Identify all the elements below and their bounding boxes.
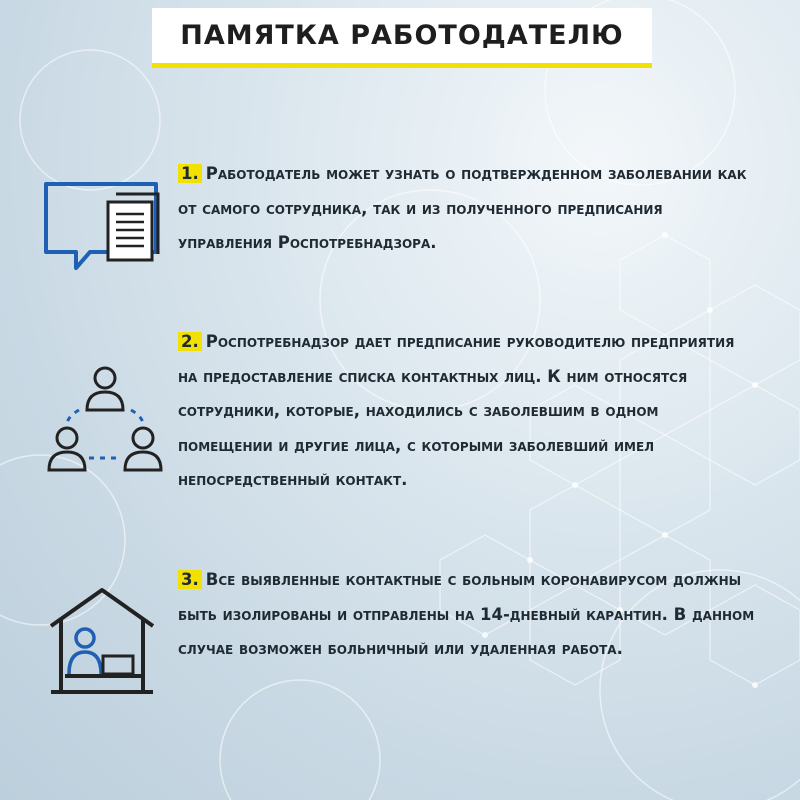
- list-item-2: [178, 325, 758, 498]
- item-text-3: [178, 563, 758, 667]
- message-documents-icon: [38, 180, 168, 280]
- people-network-icon: [45, 362, 165, 472]
- item-text-2: [178, 325, 758, 498]
- item-number-2: 2.: [178, 332, 202, 351]
- item-body-3: Все выявленные контактные с больным коронавирусом должны быть изолированы и отправлены на 14-дневный карантин. В данном случае возможен больничный или удаленная работа.: [178, 570, 755, 658]
- item-text-1: [178, 157, 758, 261]
- title-banner: [152, 8, 652, 68]
- item-number-3: 3.: [178, 570, 202, 589]
- home-office-icon: [45, 586, 160, 698]
- item-body-1: Работодатель может узнать о подтвержденном заболевании как от самого сотрудника, так и из полученного предписания управления Роспотребнадзора.: [178, 164, 747, 252]
- page-title: ПАМЯТКА РАБОТОДАТЕЛЮ: [180, 20, 624, 51]
- item-number-1: 1.: [178, 164, 202, 183]
- item-body-2: Роспотребнадзор дает предписание руководителю предприятия на предоставление списка контактных лиц. К ним относятся сотрудники, которые, находились с заболевшим в одном помещении и другие лица, с которыми заболевший имел непосредственный контакт.: [178, 332, 735, 489]
- list-item-1: [178, 157, 758, 261]
- list-item-3: [178, 563, 758, 667]
